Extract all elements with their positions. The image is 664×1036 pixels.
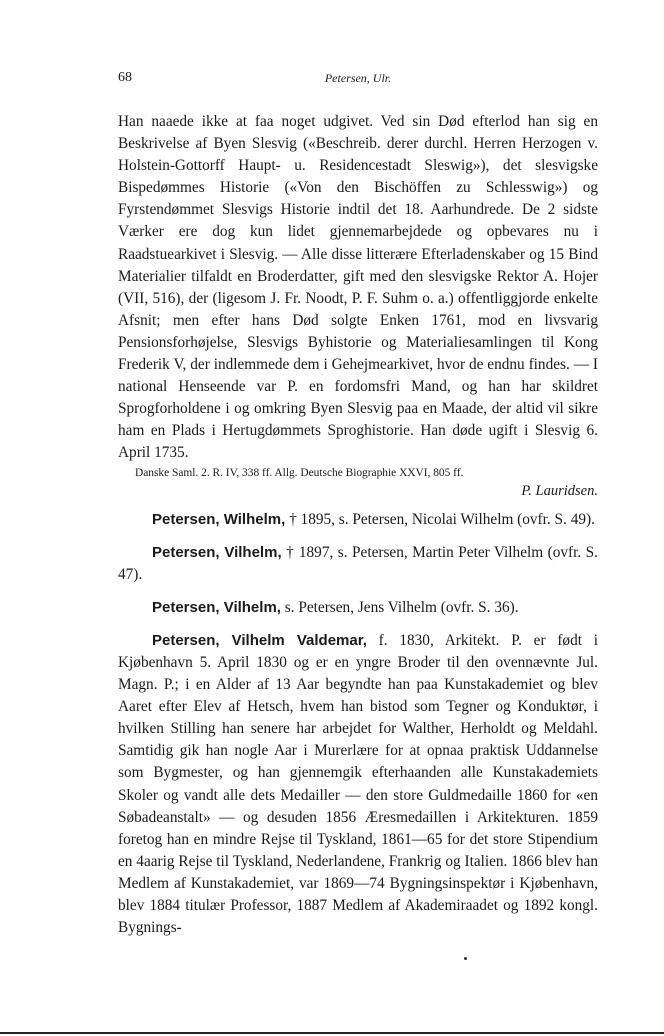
author-signature: P. Lauridsen. [521, 482, 598, 499]
entry-headword: Petersen, Vilhelm, [152, 598, 281, 616]
entry-headword: Petersen, Vilhelm Valdemar, [152, 631, 367, 649]
entry-petersen-vilhelm-1 [118, 542, 598, 586]
entry-petersen-vilhelm-2 [118, 597, 598, 619]
page-number: 68 [118, 70, 132, 85]
entry-text: s. Petersen, Jens Vilhelm (ovfr. S. 36). [280, 598, 519, 616]
continuation-paragraph: Han naaede ikke at faa noget udgivet. Ved sin Død efterlod han sig en Beskrivelse af Byen Slesvig («Beschreib. derer durchl. Herren Herzogen v. Holstein-Gottorff Haupt- u. Residencestadt Sleswig»), det slesvigske Bispedømmes Historie («Von den Bischöffen zu Schlesswig») og Fyrstendømmet Slesvigs Historie indtil det 18. Aarhundrede. De 2 sidste Værker ere dog kun lidet gjennemarbejdede og opbevares nu i Raadstuearkivet i Slesvig. — Alle disse litterære Efterladenskaber og 15 Bind Materialier tilfaldt en Broderdatter, gift med den slesvigske Rektor A. Hojer (VII, 516), der (ligesom J. Fr. Noodt, P. F. Suhm o. a.) offentliggjorde enkelte Afsnit; men efter hans Død solgte Enken 1761, mod en livsvarig Pensionsforhøjelse, Slesvigs Byhistorie og Materialiesamlingen til Kong Frederik V, der indlemmede dem i Gehejmearkivet, hvor de endnu findes. — I national Henseende var P. en fordomsfri Mand, og han har skildret Sprogforholdene i og omkring Byen Slesvig paa en Maade, der altid vil sikre ham en Plads i Hertugdømmets Sproghistorie. Han døde ugift i Slesvig 6. April 1735. [118, 113, 598, 462]
entry-petersen-vilhelm-valdemar [118, 630, 598, 939]
running-head: Petersen, Ulr. [324, 71, 392, 85]
entry-headword: Petersen, Wilhelm, [152, 510, 286, 528]
references: Danske Saml. 2. R. IV, 338 ff. Allg. Deutsche Biographie XXVI, 805 ff. [135, 466, 464, 479]
stray-mark [464, 957, 467, 960]
scan-edge-line [0, 1032, 664, 1034]
entry-headword: Petersen, Vilhelm, [152, 543, 282, 561]
page-header [118, 70, 598, 90]
entry-petersen-wilhelm [118, 509, 598, 531]
entry-text: † 1897, s. Petersen, Martin Peter Vilhelm (ovfr. S. 47). [118, 543, 598, 583]
entry-text: † 1895, s. Petersen, Nicolai Wilhelm (ovfr. S. 49). [285, 510, 595, 528]
body-text [118, 111, 598, 939]
entry-text: f. 1830, Arkitekt. P. er født i Kjøbenhavn 5. April 1830 og er en yngre Broder til den ovennævnte Jul. Magn. P.; i en Alder af 13 Aar begyndte han paa Kunstakademiet og blev Aaret efter Elev af Hetsch, hvem han bistod som Tegner og Konduktør, i hvilken Stilling han senere har arbejdet for Walther, Herholdt og Meldahl. Samtidig gik han nogle Aar i Murerlære for at opnaa praktisk Uddannelse som Bygmester, og han gjennemgik efterhaanden alle Kunstakademiets Skoler og vandt alle dets Medailler — den store Guldmedaille 1860 for «en Søbadeanstalt» — og desuden 1856 Æresmedaillen i Arkitekturen. 1859 foretog han en mindre Rejse til Tyskland, 1861—65 for det store Stipendium en 4aarig Rejse til Tyskland, Nederlandene, Frankrig og Italien. 1866 blev han Medlem af Kunstakademiet, var 1869—74 Bygningsinspektør i Kjøbenhavn, blev 1884 titulær Professor, 1887 Medlem af Akademiraadet og 1892 kongl. Bygnings- [118, 631, 599, 937]
